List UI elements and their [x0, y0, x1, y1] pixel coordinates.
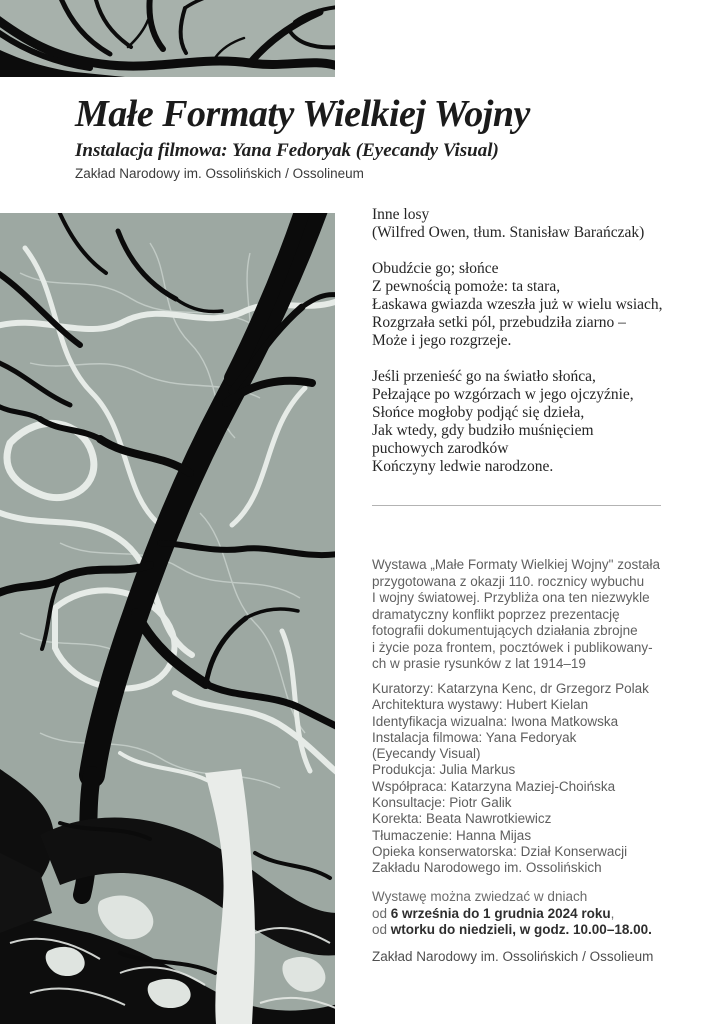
organization-line: Zakład Narodowy im. Ossolińskich / Ossolineum — [75, 166, 364, 181]
visiting-info — [372, 889, 672, 939]
page-title: Małe Formaty Wielkiej Wojny — [75, 93, 530, 135]
text-line: przygotowana z okazji 110. rocznicy wybuchu — [372, 573, 645, 589]
text-line: Wystawa „Małe Formaty Wielkiej Wojny" została — [372, 557, 660, 572]
text-line: Identyfikacja wizualna: Iwona Matkowska — [372, 713, 619, 729]
poem-title: Inne losy — [372, 206, 430, 223]
poem-stanza-1 — [372, 260, 672, 350]
tree-branches-strip-image — [0, 0, 335, 77]
poem — [372, 206, 672, 476]
text-line: Rozgrzała setki pól, przebudziła ziarno – — [372, 314, 626, 331]
text-line: Tłumaczenie: Hanna Mijas — [372, 827, 532, 843]
text-line: Konsultacje: Piotr Galik — [372, 795, 512, 811]
poem-stanza-2 — [372, 368, 672, 476]
masthead — [75, 92, 675, 182]
visiting-intro: Wystawę można zwiedzać w dniach — [372, 889, 588, 904]
text-line: I wojny światowej. Przybliża ona ten niezwykle — [372, 590, 650, 605]
text-line: Współpraca: Katarzyna Maziej-Choińska — [372, 778, 616, 794]
text-line: Zakładu Narodowego im. Ossolińskich — [372, 860, 602, 876]
text-line: dramatyczny konflikt poprzez prezentację — [372, 606, 620, 622]
text-line: Architektura wystawy: Hubert Kielan — [372, 697, 589, 713]
about-text — [372, 557, 672, 673]
visiting-hours: od wtorku do niedzieli, w godz. 10.00–18.00. — [372, 922, 652, 937]
credits-list — [372, 681, 672, 877]
text-line: Korekta: Beata Nawrotkiewicz — [372, 811, 552, 827]
text-line: Jak wtedy, gdy budziło muśnięciem — [372, 422, 594, 439]
text-line: Słońce mogłoby podjąć się dzieła, — [372, 404, 585, 421]
text-line: Jeśli przenieść go na światło słońca, — [372, 368, 596, 385]
footer-organization: Zakład Narodowy im. Ossolińskich / Ossolieum — [372, 949, 654, 964]
text-line: Może i jego rozgrzeje. — [372, 332, 512, 349]
text-line: Opieka konserwatorska: Dział Konserwacji — [372, 843, 628, 859]
poem-attribution: (Wilfred Owen, tłum. Stanisław Barańczak) — [372, 224, 645, 241]
text-line: i życie poza frontem, pocztówek i publikowany- — [372, 639, 653, 655]
text-line: Łaskawa gwiazda wzeszła już w wielu wsiach, — [372, 296, 663, 313]
text-line: Instalacja filmowa: Yana Fedoryak — [372, 729, 577, 745]
text-line: Kuratorzy: Katarzyna Kenc, dr Grzegorz Polak — [372, 681, 649, 696]
divider — [372, 505, 661, 506]
text-line: Pełzające po wzgórzach w jego ojczyźnie, — [372, 386, 634, 403]
text-line: ch w prasie rysunków z lat 1914–19 — [372, 656, 586, 671]
text-line: puchowych zarodków — [372, 440, 509, 457]
text-line: Obudźcie go; słońce — [372, 260, 499, 277]
tree-branches-main-image — [0, 213, 335, 1024]
text-line: fotografii dokumentujących działania zbrojne — [372, 623, 638, 638]
text-line: Z pewnością pomoże: ta stara, — [372, 278, 561, 295]
visiting-dates: od 6 września do 1 grudnia 2024 roku, — [372, 905, 615, 921]
text-line: (Eyecandy Visual) — [372, 746, 481, 762]
text-line: Produkcja: Julia Markus — [372, 762, 516, 778]
text-line: Kończyny ledwie narodzone. — [372, 458, 554, 475]
subtitle: Instalacja filmowa: Yana Fedoryak (Eyecandy Visual) — [75, 140, 499, 161]
